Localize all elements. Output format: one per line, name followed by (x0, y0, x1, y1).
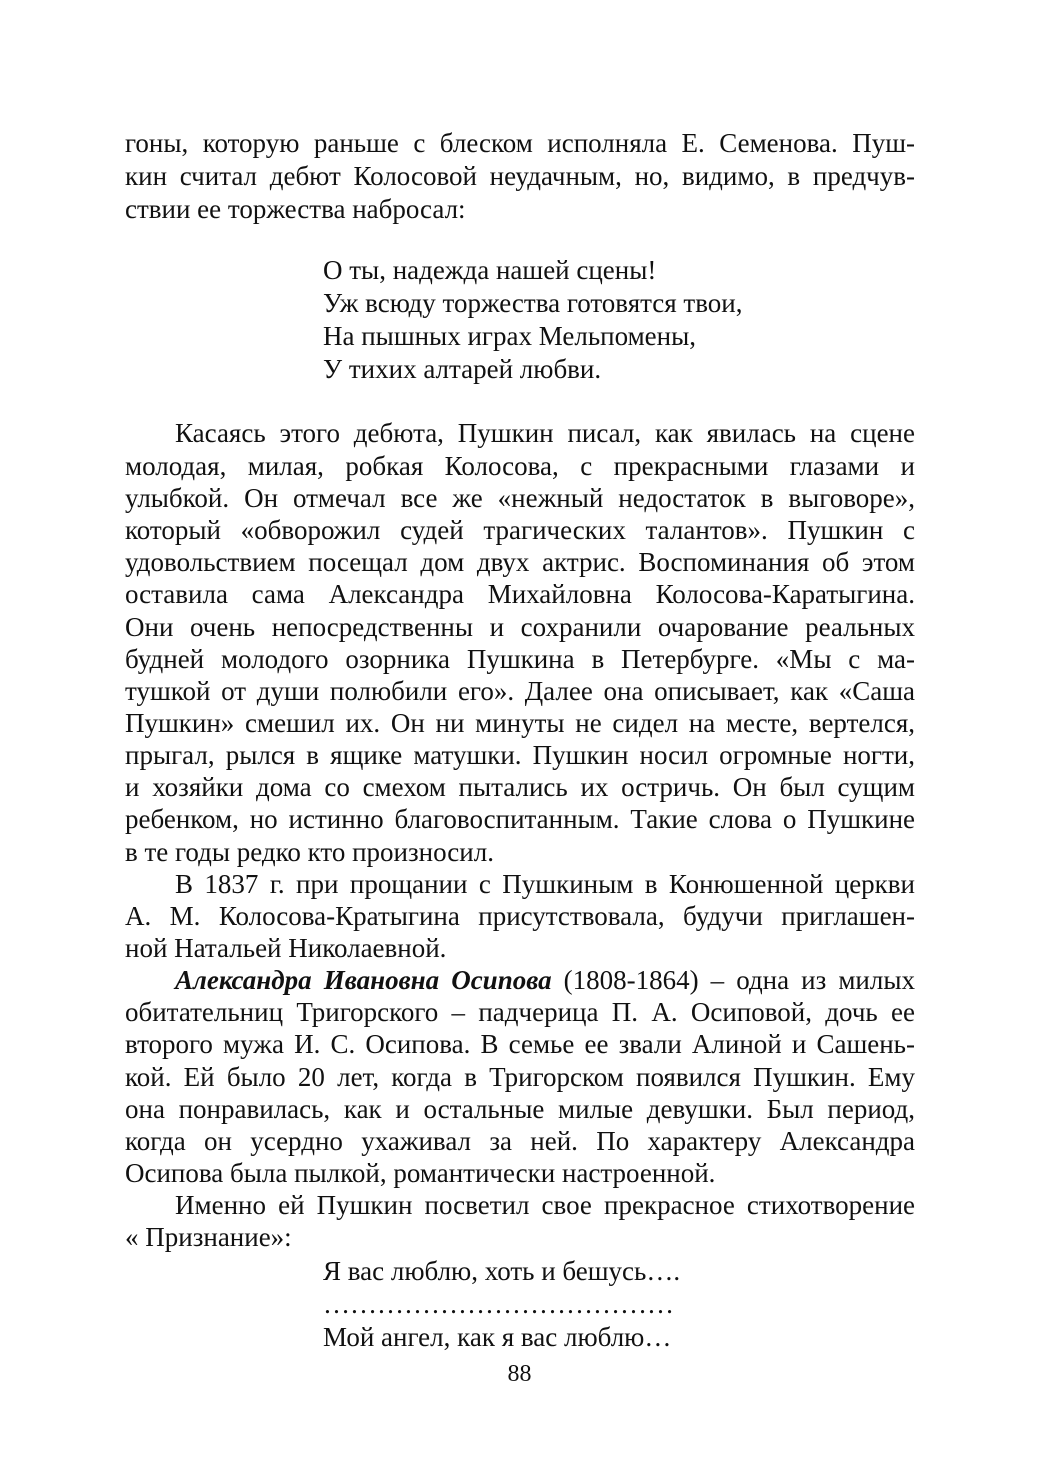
text-line: ной Натальей Николаевной. (125, 933, 447, 963)
text-line: она понравилась, как и остальные милые девушки. Был период, (125, 1094, 915, 1124)
verse-line: На пышных играх Мельпомены, (323, 321, 696, 351)
text-line: и хозяйки дома со смехом пытались их остричь. Он был сущим (125, 772, 915, 802)
text-line: тушкой от души полюбили его». Далее она описывает, как «Саша (125, 676, 915, 706)
text-line: кой. Ей было 20 лет, когда в Тригорском появился Пушкин. Ему (125, 1062, 915, 1092)
text-line: ствии ее торжества набросал: (125, 194, 466, 224)
verse-line: Уж всюду торжества готовятся твои, (323, 288, 743, 318)
text-line: когда он усердно ухаживал за ней. По характеру Александра (125, 1126, 915, 1156)
text-line: Они очень непосредственны и сохранили очарование реальных (125, 612, 915, 642)
text-line: прыгал, рылся в ящике матушки. Пушкин носил огромные ногти, (125, 740, 915, 770)
text-line: будней молодого озорника Пушкина в Петербурге. «Мы с ма- (125, 644, 915, 674)
text-line: Именно ей Пушкин посветил свое прекрасное стихотворение (175, 1190, 915, 1220)
text-line: Касаясь этого дебюта, Пушкин писал, как явилась на сцене (175, 418, 915, 448)
verse-line: Мой ангел, как я вас люблю… (323, 1322, 672, 1352)
text-line: ребенком, но истинно благовоспитанным. Такие слова о Пушкине (125, 804, 915, 834)
text-line: второго мужа И. С. Осипова. В семье ее звали Алиной и Сашень- (125, 1029, 915, 1059)
verse-line: Я вас люблю, хоть и бешусь…. (323, 1256, 681, 1286)
text-line: оставила сама Александра Михайловна Колосова-Каратыгина. (125, 579, 915, 609)
text-line: Осипова была пылкой, романтически настроенной. (125, 1158, 716, 1188)
text-line: кин считал дебют Колосовой неудачным, но, видимо, в предчув- (125, 161, 915, 191)
text-line: « Признание»: (125, 1222, 292, 1252)
text-line: который «обворожил судей трагических талантов». Пушкин с (125, 515, 915, 545)
text-line: улыбкой. Он отмечал все же «нежный недостаток в выговоре», (125, 483, 915, 513)
text-line: обитательниц Тригорского – падчерица П. А. Осиповой, дочь ее (125, 997, 915, 1027)
text-line: молодая, милая, робкая Колосова, с прекрасными глазами и (125, 451, 915, 481)
text-line: В 1837 г. при прощании с Пушкиным в Конюшенной церкви (175, 869, 915, 899)
text-line: гоны, которую раньше с блеском исполняла Е. Семенова. Пуш- (125, 128, 915, 158)
text-line (175, 964, 915, 996)
verse-line: О ты, надежда нашей сцены! (323, 255, 657, 285)
text-line: в те годы редко кто произносил. (125, 837, 494, 867)
verse-line: ………………………………… (323, 1289, 674, 1319)
text-run: (1808-1864) – одна из милых (551, 965, 915, 995)
text-line: удовольствием посещал дом двух актрис. Воспоминания об этом (125, 547, 915, 577)
verse-line: У тихих алтарей любви. (323, 354, 602, 384)
text-line: А. М. Колосова-Кратыгина присутствовала, будучи приглашен- (125, 901, 915, 931)
page-number: 88 (507, 1361, 532, 1387)
text-line: Пушкин» смешил их. Он ни минуты не сидел на месте, вертелся, (125, 708, 915, 738)
person-name: Александра Ивановна Осипова (175, 965, 552, 995)
